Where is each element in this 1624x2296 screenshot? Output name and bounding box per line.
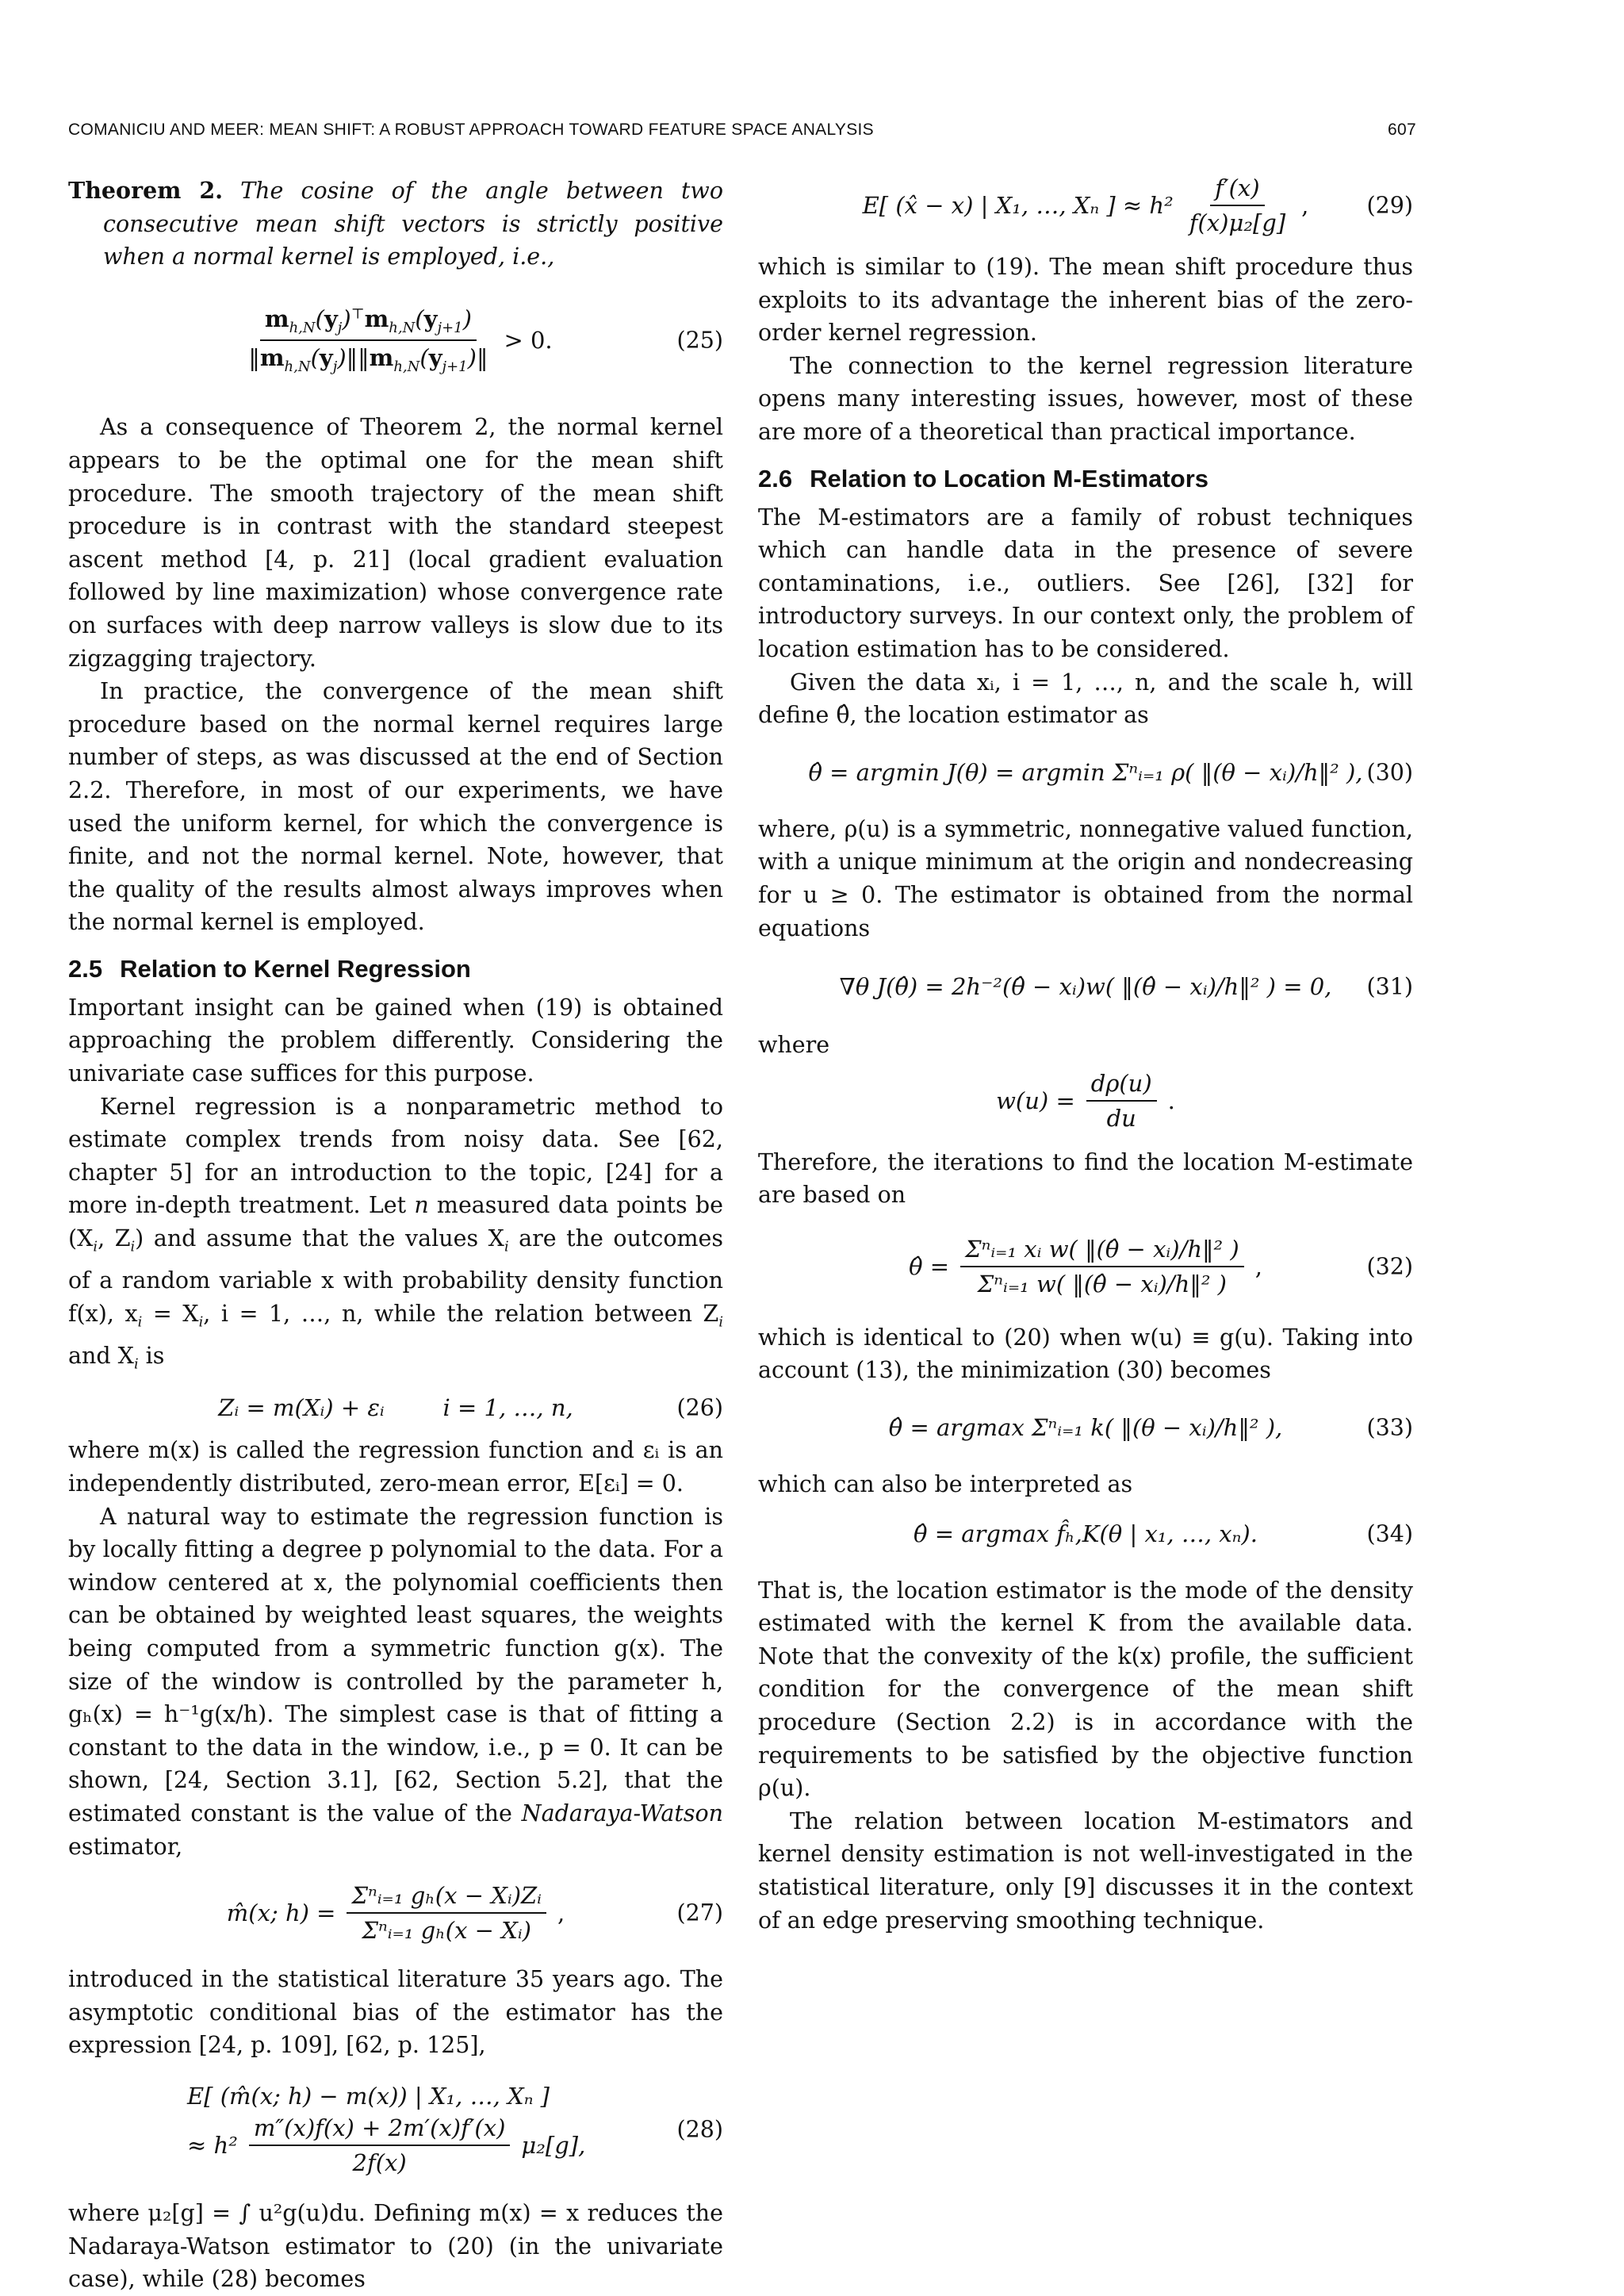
section-title: Relation to Location M-Estimators <box>810 464 1209 493</box>
eqw-denominator: du <box>1106 1104 1136 1132</box>
paragraph: That is, the location estimator is the mode of the density estimated with the kernel K from the available data. Note that the convexity of the k(x) profile, the sufficient condition for the convergence of the mean shift procedure (Section 2.2) is in accordance with the requirements to be satisfied by the objective function ρ(u). <box>758 1577 1413 1802</box>
section-heading-2-6 <box>758 463 1413 495</box>
paragraph: A natural way to estimate the regression function is by locally fitting a degree p polynomial to the data. For a window centered at x, the polynomial coefficients then can be obtained by weighted least squares, the weights being computed from a symmetric function g(x). The size of the window is controlled by the parameter h, gₕ(x) = h⁻¹g(x/h). The simplest case is that of fitting a constant to the data in the window, i.e., p = 0. It can be shown, [24, Section 3.1], [62, Section 5.2], that the estimated constant is the value of the Nadaraya-Watson estimator, <box>68 1503 723 1860</box>
eq29-numerator: f′(x) <box>1210 174 1264 206</box>
paragraph: which is identical to (20) when w(u) ≡ g(u). Taking into account (13), the minimization (30) becomes <box>758 1324 1413 1384</box>
equation-27: m̂(x; h) = $\frac{\text{Σⁿᵢ₌₁ gₕ(x − Xᵢ)Zᵢ}}{\text{Σⁿᵢ₌₁ gₕ(x − Xᵢ)}}$ , (27) <box>226 1882 723 1945</box>
eq30-body: θ̂ = argmin J(θ) = argmin Σⁿᵢ₌₁ ρ( ‖(θ − xᵢ)/h‖² ), <box>808 758 1363 786</box>
paragraph: Kernel regression is a nonparametric method to estimate complex trends from noisy data. See [62, chapter 5] for an introduction to the topic, [24] for a more in-depth treatment. Let n measured data points be ($X_i$, $Z_i$) and assume that the values $X_i$ are the outcomes of a random variable x with probability density function f(x), $x_i = X_i$, i = 1, …, n, while the relation between $Z_i$ and $X_i$ is <box>68 1093 724 1373</box>
paragraph: Given the data xᵢ, i = 1, …, n, and the scale h, will define θ̂, the location estimator as <box>758 669 1413 729</box>
left-column <box>68 174 724 2293</box>
section-number: 2.5 <box>68 954 103 983</box>
paragraph: In practice, the convergence of the mean shift procedure based on the normal kernel requires large number of steps, as was discussed at the end of Section 2.2. Therefore, in most of our experiments, we have used the uniform kernel, for which the convergence is finite, and not the normal kernel. Note, however, that the quality of the results almost always improves when the normal kernel is employed. <box>68 678 723 936</box>
eq29-denominator: f(x)μ₂[g] <box>1189 209 1286 236</box>
eq32-number: (32) <box>1366 1253 1413 1280</box>
equation-25: $\frac{m_{h,N}(y_j)^⊤m_{h,N}(y_{j+1})}{‖m_{h,N}(y_j)‖‖m_{h,N}(y_{j+1})‖}$ > 0. (25) <box>68 305 723 375</box>
section-number: 2.6 <box>758 464 793 493</box>
equation-34 <box>758 1520 1413 1547</box>
eq25-denominator: $‖m_{h,N}(y_j)‖‖m_{h,N}(y_{j+1})‖$ <box>248 343 488 375</box>
eq25-number: (25) <box>676 327 723 354</box>
theorem-title: Theorem 2. <box>68 177 224 204</box>
eq28-prefix: ≈ h² <box>187 2131 238 2159</box>
running-header <box>68 121 1416 152</box>
equation-33 <box>758 1414 1413 1441</box>
eq26-body: Zᵢ = m(Xᵢ) + εᵢ i = 1, …, n, <box>218 1394 573 1422</box>
eq34-number: (34) <box>1366 1520 1413 1547</box>
running-title: COMANICIU AND MEER: MEAN SHIFT: A ROBUST APPROACH TOWARD FEATURE SPACE ANALYSIS <box>68 121 874 139</box>
eq29-lhs: E[ (x̂ − x) | X₁, …, Xₙ ] ≈ h² <box>862 192 1174 219</box>
theorem-body: The cosine of the angle between two consecutive mean shift vectors is strictly positive when a normal kernel is employed, i.e., <box>103 178 723 270</box>
eq28-denominator: 2f(x) <box>352 2148 407 2176</box>
paragraph: The relation between location M-estimators and kernel density estimation is not well-investigated in the statistical literature, only [9] discusses it in the context of an edge preserving smoothing technique. <box>758 1807 1413 1934</box>
eq26-number: (26) <box>676 1394 723 1421</box>
eq28-suffix: μ₂[g], <box>521 2131 586 2159</box>
section-heading-2-5 <box>68 953 723 985</box>
equation-29: E[ (x̂ − x) | X₁, …, Xₙ ] ≈ h² $\frac{f'(x)}{\text{f(x)μ₂[g]}}$ , (29) <box>862 174 1413 236</box>
paragraph: Important insight can be gained when (19) is obtained approaching the problem differently. Considering the univariate case suffices for this purpose. <box>68 994 723 1087</box>
paragraph: As a consequence of Theorem 2, the normal kernel appears to be the optimal one for the mean shift procedure. The smooth trajectory of the mean shift procedure is in contrast with the standard steepest ascent method [4, p. 21] (local gradient evaluation followed by line maximization) whose convergence rate on surfaces with deep narrow valleys is slow due to its zigzagging trajectory. <box>68 414 723 672</box>
eq29-number: (29) <box>1366 192 1413 219</box>
eq32-numerator: Σⁿᵢ₌₁ xᵢ w( ‖(θ̂ − xᵢ)/h‖² ) <box>960 1236 1244 1267</box>
eq32-lhs: θ̂ = <box>909 1252 950 1280</box>
eq27-number: (27) <box>676 1899 723 1926</box>
equation-w: w(u) = $\frac{d\rho(u)}{du}$ . <box>996 1069 1175 1132</box>
eq31-body: ∇θ J(θ̂) = 2h⁻²(θ̂ − xᵢ)w( ‖(θ̂ − xᵢ)/h‖² ) = 0, <box>839 973 1332 1001</box>
eq27-numerator: Σⁿᵢ₌₁ gₕ(x − Xᵢ)Zᵢ <box>347 1882 546 1914</box>
eq33-body: θ̂ = argmax Σⁿᵢ₌₁ k( ‖(θ − xᵢ)/h‖² ), <box>888 1414 1283 1442</box>
equation-30 <box>758 759 1413 786</box>
eq27-lhs: m̂(x; h) = <box>226 1899 336 1927</box>
paragraph: which is similar to (19). The mean shift procedure thus exploits to its advantage the inherent bias of the zero-order kernel regression. <box>758 254 1413 347</box>
eq28-numerator: m″(x)f(x) + 2m′(x)f′(x) <box>249 2114 511 2146</box>
eq34-body: θ̂ = argmax f̂ₕ,K(θ | x₁, …, xₙ). <box>914 1520 1258 1547</box>
eq27-denominator: Σⁿᵢ₌₁ gₕ(x − Xᵢ) <box>362 1917 531 1945</box>
eq33-number: (33) <box>1366 1414 1413 1441</box>
equation-28 <box>68 2083 723 2176</box>
eq32-denominator: Σⁿᵢ₌₁ w( ‖(θ̂ − xᵢ)/h‖² ) <box>977 1270 1227 1297</box>
paragraph: The connection to the kernel regression literature opens many interesting issues, however, most of these are more of a theoretical than practical importance. <box>758 352 1413 445</box>
equation-32: θ̂ = $\frac{\text{Σⁿᵢ₌₁ xᵢ w( ‖(θ̂ − xᵢ)/h‖² )}}{\text{Σⁿᵢ₌₁ w( ‖(θ̂ − xᵢ)/h‖² )}}$ , (32) <box>909 1235 1413 1297</box>
page-number: 607 <box>1388 121 1416 139</box>
eq28-line1: E[ (m̂(x; h) − m(x)) | X₁, …, Xₙ ] <box>187 2082 550 2110</box>
eqw-numerator: dρ(u) <box>1086 1070 1157 1102</box>
right-column <box>758 174 1413 2070</box>
eqw-lhs: w(u) = <box>996 1087 1075 1114</box>
where-label: where <box>758 1032 830 1059</box>
paragraph: where μ₂[g] = ∫ u²g(u)du. Defining m(x) = x reduces the Nadaraya-Watson estimator to (20) (in the univariate case), while (28) becomes <box>68 2199 723 2293</box>
equation-26 <box>68 1394 723 1421</box>
section-title: Relation to Kernel Regression <box>120 954 471 983</box>
eq31-number: (31) <box>1366 973 1413 1000</box>
eq28-number: (28) <box>676 2116 723 2143</box>
paragraph: Therefore, the iterations to find the location M-estimate are based on <box>758 1148 1413 1209</box>
paragraph: introduced in the statistical literature 35 years ago. The asymptotic conditional bias of the estimator has the expression [24, p. 109], [62, p. 125], <box>68 1966 723 2059</box>
eq25-numerator: $m_{h,N}(y_j)^⊤m_{h,N}(y_{j+1})$ <box>260 305 477 341</box>
equation-31 <box>758 973 1413 1000</box>
paragraph: which can also be interpreted as <box>758 1471 1133 1498</box>
paragraph: where, ρ(u) is a symmetric, nonnegative valued function, with a unique minimum at the origin and nondecreasing for u ≥ 0. The estimator is obtained from the normal equations <box>758 815 1413 941</box>
eq30-number: (30) <box>1366 759 1413 786</box>
paragraph: The M-estimators are a family of robust techniques which can handle data in the presence of severe contaminations, i.e., outliers. See [26], [32] for introductory surveys. In our context only, the problem of location estimation has to be considered. <box>758 504 1413 662</box>
theorem-2 <box>68 174 723 274</box>
paragraph: where m(x) is called the regression function and εᵢ is an independently distributed, zero-mean error, E[εᵢ] = 0. <box>68 1437 723 1497</box>
